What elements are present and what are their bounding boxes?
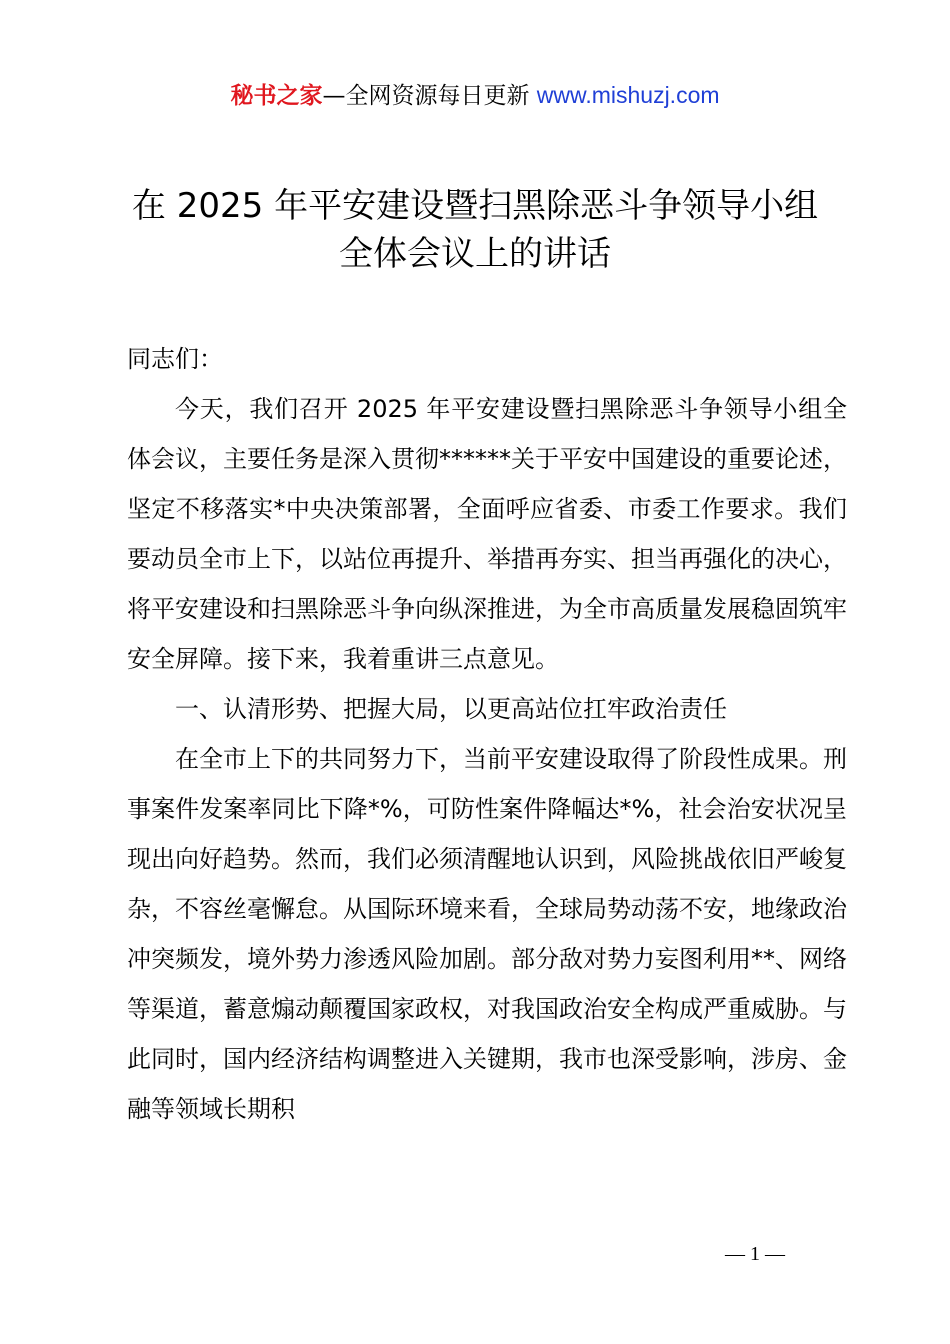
site-tagline: —全网资源每日更新 xyxy=(322,83,537,109)
salutation: 同志们： xyxy=(127,345,223,373)
page-number: — 1 — xyxy=(725,1243,785,1265)
section-1-paragraph: 在全市上下的共同努力下，当前平安建设取得了阶段性成果。刑事案件发案率同比下降*%，可防性案件降幅达*%，社会治安状况呈现出向好趋势。然而，我们必须清醒地认识到，风险挑战依旧严峻复杂，不容丝毫懈怠。从国际环境来看，全球局势动荡不安，地缘政治冲突频发，境外势力渗透风险加剧。部分敌对势力妄图利用**、网络等渠道，蓄意煽动颠覆国家政权，对我国政治安全构成严重威胁。与此同时，国内经济结构调整进入关键期，我市也深受影响，涉房、金融等领域长期积 xyxy=(127,745,847,1123)
title-line-2: 全体会议上的讲话 xyxy=(339,234,611,274)
section-heading-1: 一、认清形势、把握大局，以更高站位扛牢政治责任 xyxy=(175,695,727,723)
site-header xyxy=(0,78,950,113)
title-line-1: 在 2025 年平安建设暨扫黑除恶斗争领导小组 xyxy=(131,186,819,226)
site-url-link[interactable]: www.mishuzj.com xyxy=(536,82,720,108)
opening-paragraph: 今天，我们召开 2025 年平安建设暨扫黑除恶斗争领导小组全体会议，主要任务是深入贯彻******关于平安中国建设的重要论述，坚定不移落实*中央决策部署，全面呼应省委、市委工作要求。我们要动员全市上下，以站位再提升、举措再夯实、担当再强化的决心，将平安建设和扫黑除恶斗争向纵深推进，为全市高质量发展稳固筑牢安全屏障。接下来，我着重讲三点意见。 xyxy=(127,395,847,673)
site-brand: 秘书之家 xyxy=(230,83,323,109)
document-body xyxy=(127,334,847,1134)
document-title xyxy=(0,182,950,278)
